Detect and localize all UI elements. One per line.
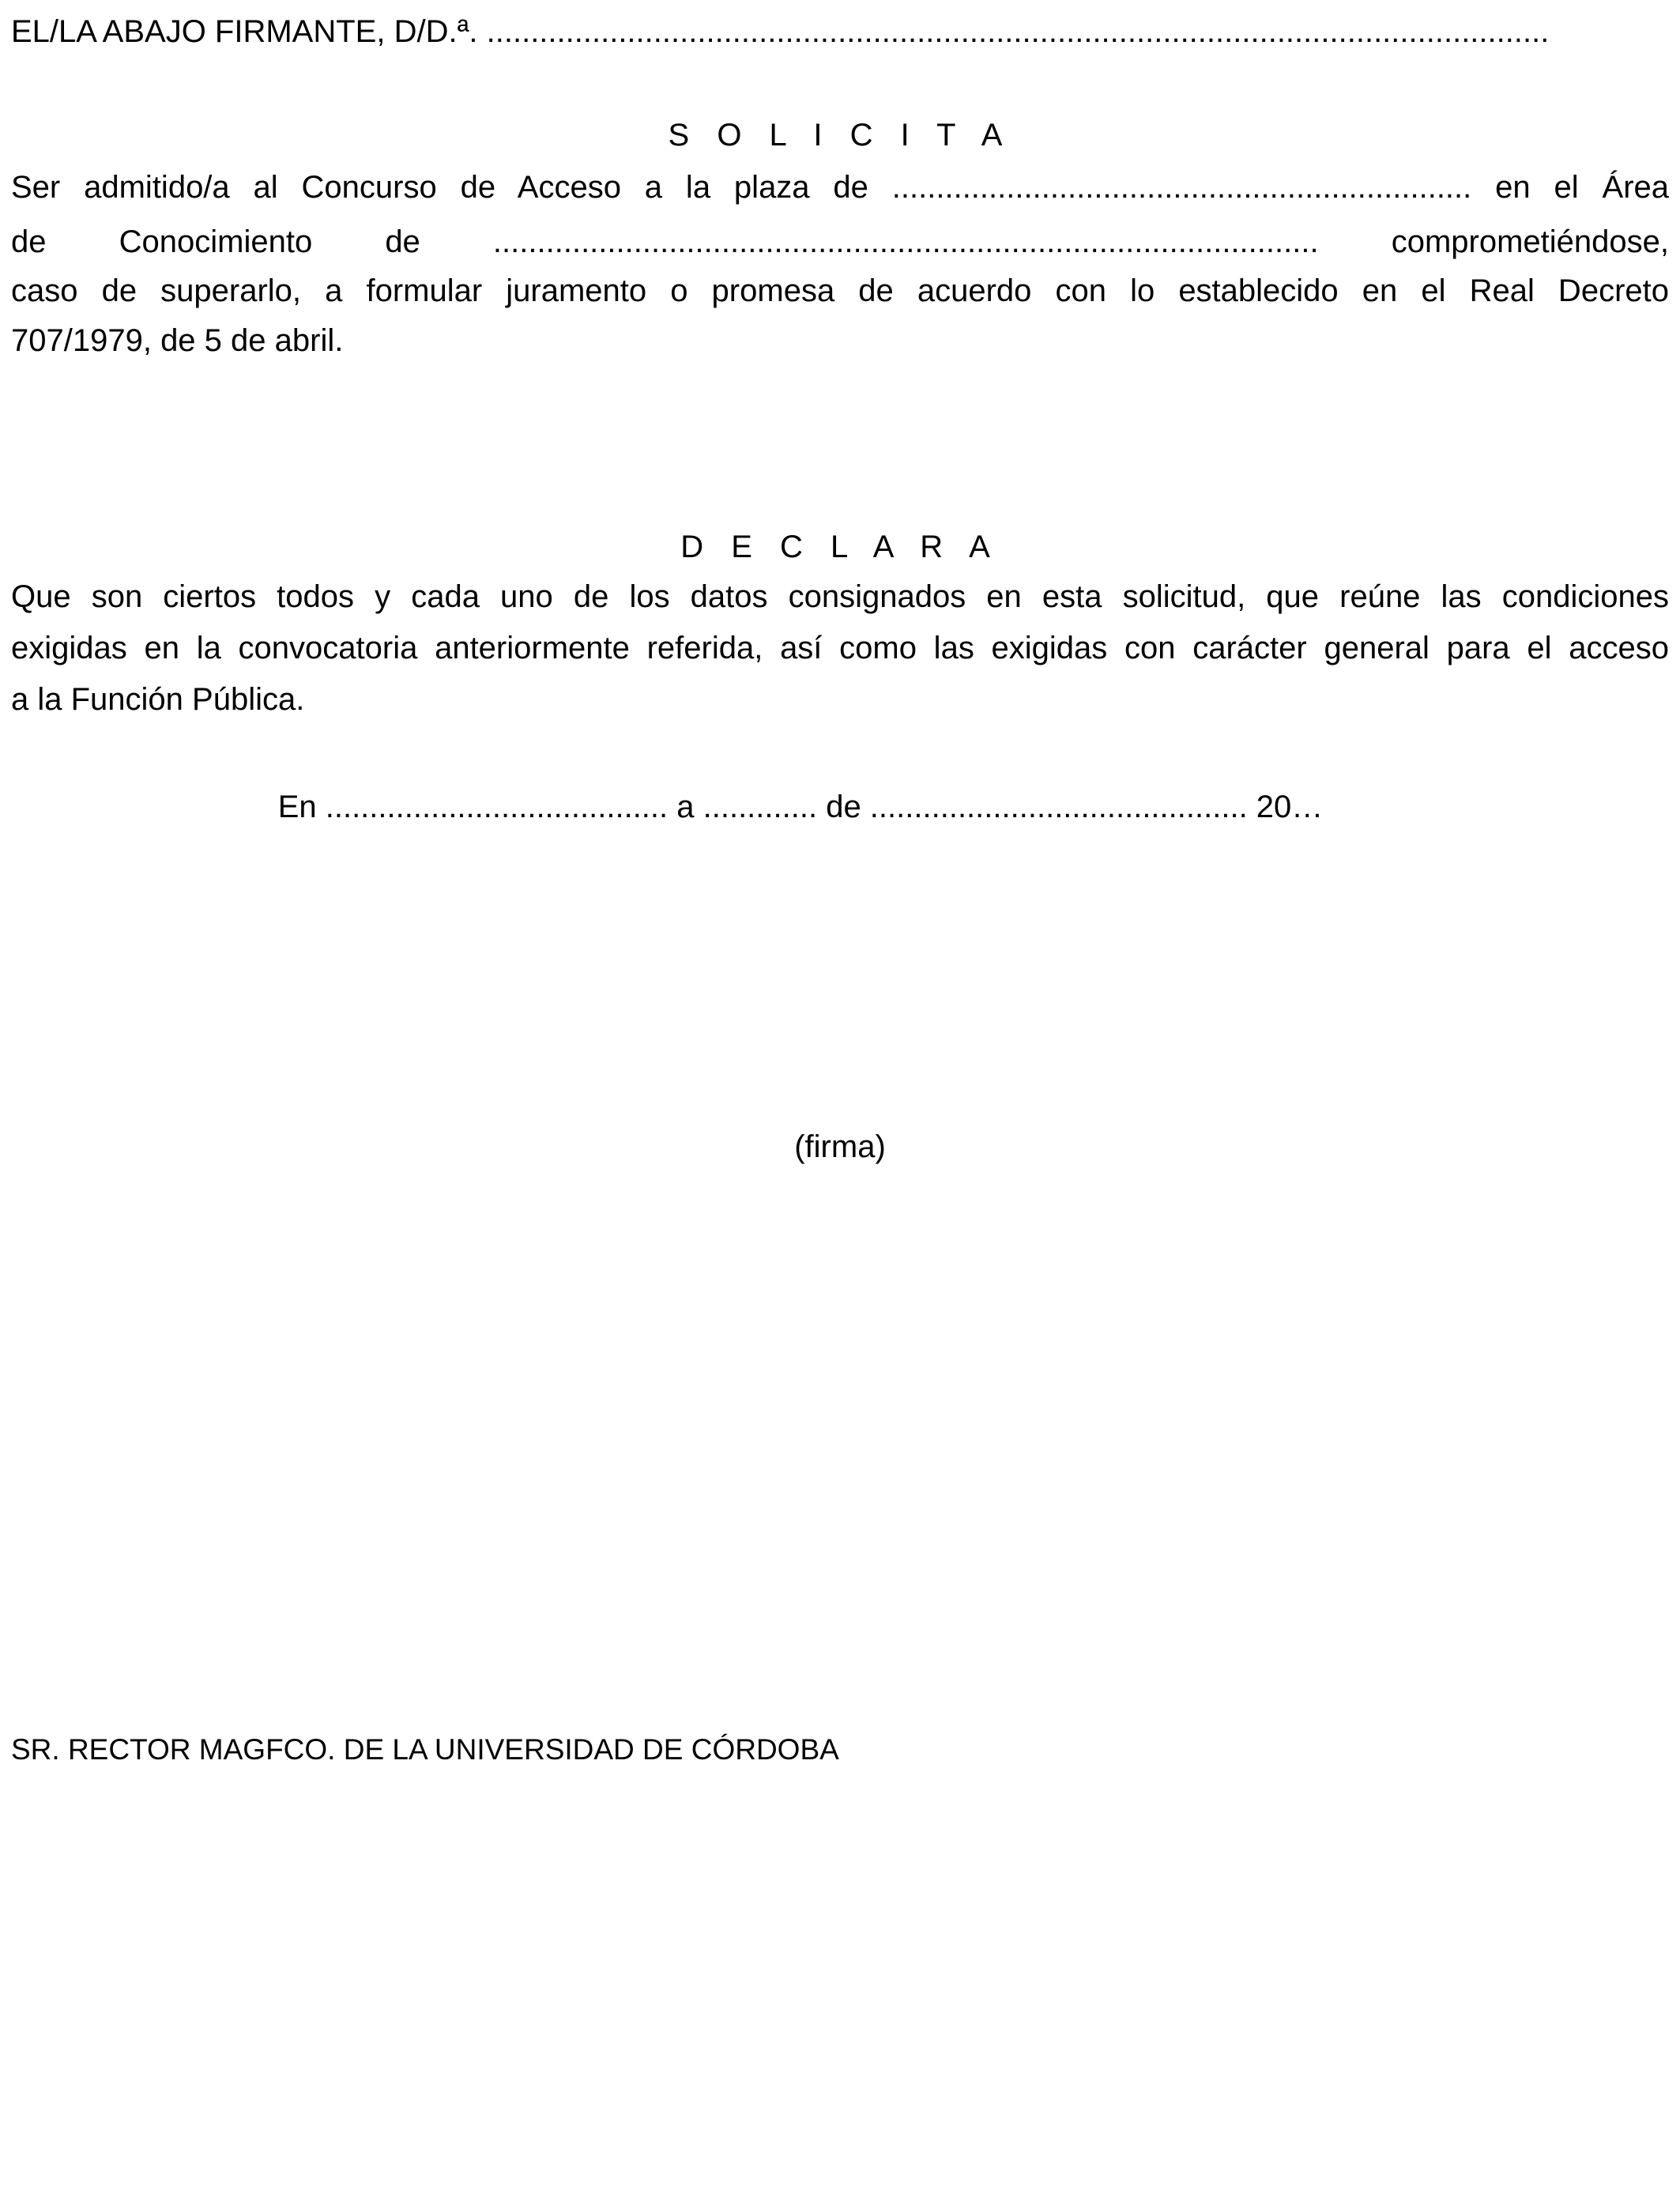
- signatory-line: EL/LA ABAJO FIRMANTE, D/D.ª. .........................................................................................................................: [11, 14, 1550, 49]
- solicita-line-4: 707/1979, de 5 de abril.: [11, 323, 344, 358]
- addressee-line: SR. RECTOR MAGFCO. DE LA UNIVERSIDAD DE CÓRDOBA: [11, 1733, 839, 1766]
- place-date-line: En ....................................... a ............. de ........................................... 20…: [277, 790, 1324, 824]
- declara-line-2: exigidas en la convocatoria anteriormente referida, así como las exigidas con carácter general para el acceso: [11, 631, 1669, 665]
- declara-heading: D E C L A R A: [680, 530, 1000, 564]
- signature-label: (firma): [794, 1129, 886, 1164]
- solicita-line-3: caso de superarlo, a formular juramento o promesa de acuerdo con lo establecido en el Real Decreto: [11, 273, 1669, 308]
- declara-line-1: Que son ciertos todos y cada uno de los datos consignados en esta solicitud, que reúne las condiciones: [11, 579, 1669, 614]
- declara-line-3: a la Función Pública.: [11, 682, 305, 717]
- solicita-line-1: Ser admitido/a al Concurso de Acceso a la plaza de .................................................................. en el Área: [11, 170, 1669, 205]
- solicita-heading: S O L I C I T A: [668, 118, 1012, 153]
- solicita-line-2: de Conocimiento de .............................................................................................. comprometiéndose,: [11, 224, 1669, 259]
